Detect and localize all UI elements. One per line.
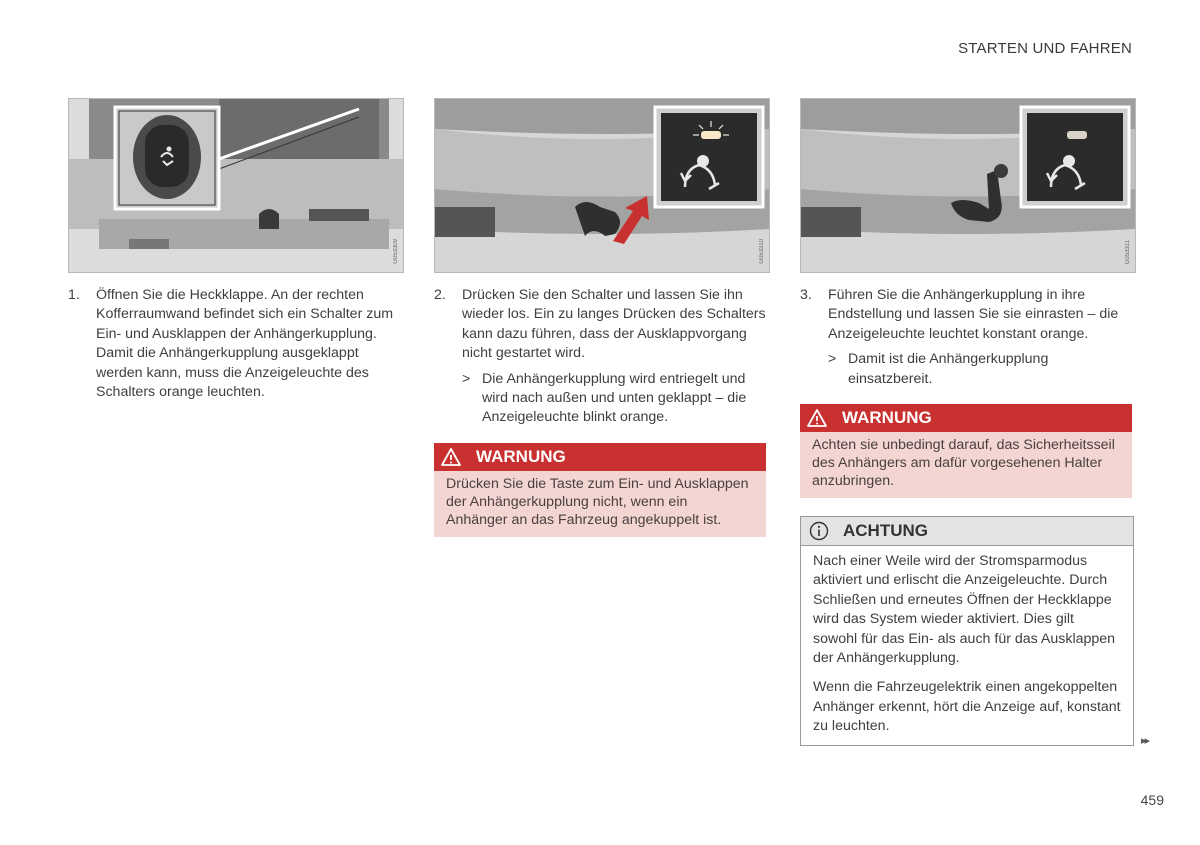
caution-header bbox=[801, 517, 1133, 546]
figure-press-switch bbox=[434, 98, 770, 273]
caution-body bbox=[801, 546, 1133, 745]
warning-text: Achten sie unbedingt darauf, das Sicherheitsseil des Anhängers am dafür vorgesehenen Halter anzubringen. bbox=[800, 432, 1132, 498]
step-result bbox=[800, 350, 1132, 389]
step-item bbox=[800, 286, 1132, 344]
caution-paragraph: Wenn die Fahrzeugelektrik einen angekoppelten Anhänger erkennt, hört die Anzeige auf, konstant zu leuchten. bbox=[813, 679, 1121, 735]
result-marker: > bbox=[828, 351, 837, 368]
figure-code: G053310 bbox=[759, 239, 765, 264]
step-column-2 bbox=[434, 286, 766, 428]
step-column-1 bbox=[68, 286, 400, 402]
caution-box bbox=[800, 516, 1134, 746]
hitch-extended-illustration bbox=[801, 99, 1135, 272]
warning-header bbox=[800, 404, 1132, 432]
step-item bbox=[68, 286, 400, 402]
warning-triangle-icon bbox=[806, 408, 828, 428]
step-number: 1. bbox=[68, 287, 80, 303]
figure-code: G053309 bbox=[393, 239, 399, 264]
warning-box-mid bbox=[434, 443, 766, 537]
step-result bbox=[434, 370, 766, 428]
page-header: STARTEN UND FAHREN bbox=[958, 40, 1132, 57]
step-number: 3. bbox=[800, 287, 812, 303]
step-text: Öffnen Sie die Heckklappe. An der rechten Kofferraumwand befindet sich ein Schalter zum Ein- und Ausklappen der Anhängerkupplung. Damit die Anhängerkupplung ausgeklappt werden kann, muss die Anzeigeleuchte des Schalters orange leuchten. bbox=[96, 287, 394, 401]
step-item bbox=[434, 286, 766, 364]
tailgate-illustration bbox=[69, 99, 403, 272]
figure-code: G053311 bbox=[1125, 239, 1131, 264]
result-text: Die Anhängerkupplung wird entriegelt und wird nach außen und unten geklappt – die Anzeigeleuchte blinkt orange. bbox=[482, 370, 747, 426]
result-marker: > bbox=[462, 370, 471, 387]
figure-hitch-locked bbox=[800, 98, 1136, 273]
figure-open-tailgate bbox=[68, 98, 404, 273]
warning-box-right bbox=[800, 404, 1132, 498]
step-column-3 bbox=[800, 286, 1132, 389]
page-number: 459 bbox=[1140, 792, 1164, 808]
continue-arrows-icon: ▸▸ bbox=[1140, 735, 1148, 747]
warning-triangle-icon bbox=[440, 447, 462, 467]
warning-text: Drücken Sie die Taste zum Ein- und Ausklappen der Anhängerkupplung nicht, wenn ein Anhänger an das Fahrzeug angekuppelt ist. bbox=[434, 471, 766, 537]
step-number: 2. bbox=[434, 287, 446, 303]
caution-title: ACHTUNG bbox=[843, 521, 928, 540]
step-text: Führen Sie die Anhängerkupplung in ihre Endstellung und lassen Sie sie einrasten – die Anzeigeleuchte leuchtet konstant orange. bbox=[828, 287, 1119, 342]
step-text: Drücken Sie den Schalter und lassen Sie ihn wieder los. Ein zu langes Drücken des Schalters kann dazu führen, dass der Ausklappvorgang nicht gestartet wird. bbox=[462, 287, 766, 362]
warning-header bbox=[434, 443, 766, 471]
hitch-unfold-illustration bbox=[435, 99, 769, 272]
caution-paragraph: Nach einer Weile wird der Stromsparmodus aktiviert und erlischt die Anzeigeleuchte. Durch Schließen und erneutes Öffnen der Heckklappe wird das System wieder aktiviert. Dies gilt sowohl für das Ein- als auch für das Ausklappen der Anhängerkupplung. bbox=[813, 553, 1116, 667]
warning-title: WARNUNG bbox=[476, 447, 566, 466]
info-circle-icon bbox=[809, 521, 829, 541]
warning-title: WARNUNG bbox=[842, 408, 932, 427]
result-text: Damit ist die Anhängerkupplung einsatzbereit. bbox=[848, 351, 1049, 387]
